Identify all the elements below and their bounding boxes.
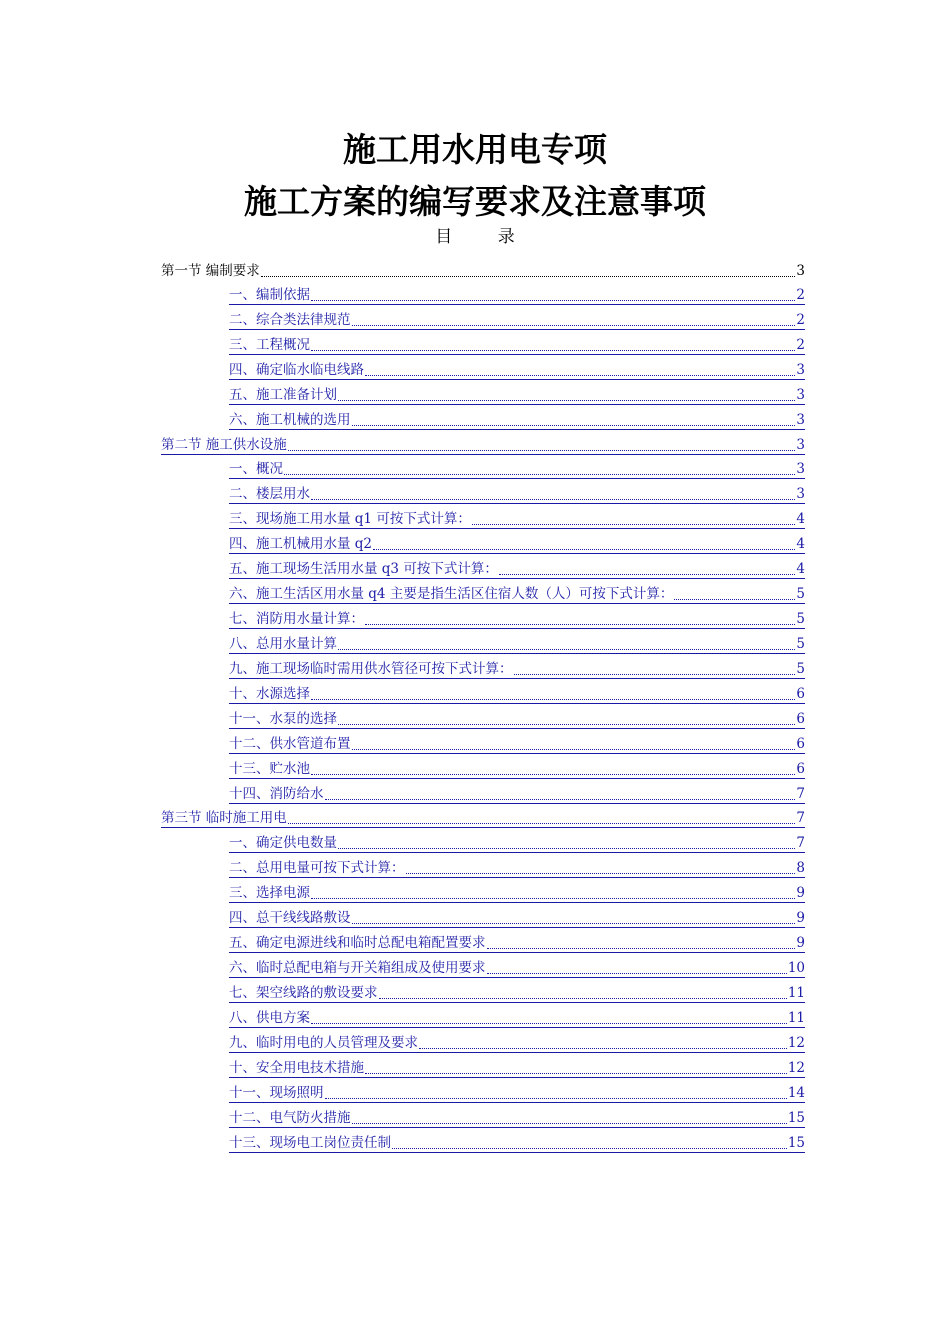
toc-entry-text: 第一节 编制要求 bbox=[161, 263, 260, 279]
toc-entry-text: 七、架空线路的敷设要求 bbox=[229, 984, 378, 1001]
toc-dot-leader bbox=[392, 1134, 787, 1149]
toc-page-number: 4 bbox=[796, 511, 805, 528]
toc-dot-leader bbox=[284, 460, 795, 475]
toc-dot-leader bbox=[352, 909, 796, 924]
toc-dot-leader bbox=[325, 785, 796, 800]
toc-dot-leader bbox=[288, 809, 796, 824]
toc-page-number: 3 bbox=[796, 486, 805, 503]
toc-dot-leader bbox=[288, 436, 796, 451]
toc-entry-text: 五、确定电源进线和临时总配电箱配置要求 bbox=[229, 935, 486, 952]
toc-entry-text: 一、编制依据 bbox=[229, 286, 310, 303]
toc-page-number: 3 bbox=[796, 411, 805, 428]
toc-page-number: 3 bbox=[796, 263, 805, 279]
toc-entry-text: 十二、电气防火措施 bbox=[229, 1109, 351, 1126]
toc-dot-leader bbox=[419, 1034, 787, 1049]
toc-page-number: 6 bbox=[796, 735, 805, 752]
toc-page-number: 9 bbox=[796, 935, 805, 952]
toc-entry-text: 十一、水泵的选择 bbox=[229, 710, 337, 727]
toc-page-number: 15 bbox=[787, 1109, 805, 1126]
toc-dot-leader bbox=[674, 585, 795, 600]
toc-page-number: 5 bbox=[796, 611, 805, 628]
toc-page-number: 15 bbox=[787, 1134, 805, 1151]
toc-dot-leader bbox=[352, 1109, 787, 1124]
toc-subsection-entry[interactable] bbox=[229, 757, 805, 779]
toc-page-number: 9 bbox=[796, 885, 805, 902]
toc-page-number: 2 bbox=[796, 336, 805, 353]
toc-page-number: 11 bbox=[787, 1009, 805, 1026]
toc-subsection-entry[interactable] bbox=[229, 607, 805, 629]
toc-entry-text: 二、楼层用水 bbox=[229, 486, 310, 503]
toc-entry-text: 第二节 施工供水设施 bbox=[161, 436, 287, 453]
toc-page-number: 12 bbox=[787, 1034, 805, 1051]
toc-page-number: 2 bbox=[796, 311, 805, 328]
toc-page-number: 14 bbox=[787, 1084, 805, 1101]
toc-entry-text: 十三、现场电工岗位责任制 bbox=[229, 1134, 391, 1151]
toc-heading: 目 录 bbox=[435, 227, 535, 247]
toc-subsection-entry[interactable] bbox=[229, 1081, 805, 1103]
toc-subsection-entry[interactable] bbox=[229, 981, 805, 1003]
toc-dot-leader bbox=[311, 685, 795, 700]
toc-subsection-entry[interactable] bbox=[229, 856, 805, 878]
toc-entry-text: 十、水源选择 bbox=[229, 685, 310, 702]
toc-dot-leader bbox=[311, 884, 795, 899]
toc-entry-text: 第三节 临时施工用电 bbox=[161, 810, 287, 827]
toc-entry-text: 一、确定供电数量 bbox=[229, 835, 337, 852]
toc-dot-leader bbox=[338, 386, 795, 401]
toc-dot-leader bbox=[311, 760, 795, 775]
toc-entry-text: 五、施工现场生活用水量 q3 可按下式计算： bbox=[229, 561, 498, 578]
toc-dot-leader bbox=[261, 262, 796, 277]
toc-page-number: 5 bbox=[796, 660, 805, 677]
toc-dot-leader bbox=[338, 834, 795, 849]
toc-dot-leader bbox=[352, 411, 796, 426]
toc-entry-text: 五、施工准备计划 bbox=[229, 386, 337, 403]
toc-page-number: 7 bbox=[796, 810, 805, 827]
toc-subsection-entry[interactable] bbox=[229, 707, 805, 729]
toc-page-number: 4 bbox=[796, 536, 805, 553]
toc-dot-leader bbox=[365, 361, 795, 376]
toc-page-number: 7 bbox=[796, 785, 805, 802]
toc-entry-text: 十四、消防给水 bbox=[229, 785, 324, 802]
toc-page-number: 3 bbox=[796, 361, 805, 378]
toc-section-entry[interactable] bbox=[161, 433, 805, 455]
toc-entry-text: 三、现场施工用水量 q1 可按下式计算： bbox=[229, 511, 471, 528]
toc-entry-text: 九、临时用电的人员管理及要求 bbox=[229, 1034, 418, 1051]
toc-dot-leader bbox=[311, 336, 795, 351]
toc-subsection-entry[interactable] bbox=[229, 1131, 805, 1153]
toc-dot-leader bbox=[487, 934, 796, 949]
toc-subsection-entry[interactable] bbox=[229, 582, 805, 604]
toc-page-number: 6 bbox=[796, 760, 805, 777]
toc-subsection-entry[interactable] bbox=[229, 507, 805, 529]
toc-entry-text: 十一、现场照明 bbox=[229, 1084, 324, 1101]
toc-subsection-entry[interactable] bbox=[229, 1031, 805, 1053]
toc-subsection-entry[interactable] bbox=[229, 881, 805, 903]
toc-entry-text: 二、综合类法律规范 bbox=[229, 311, 351, 328]
toc-subsection-entry[interactable] bbox=[229, 782, 805, 804]
toc-subsection-entry[interactable] bbox=[229, 1106, 805, 1128]
toc-dot-leader bbox=[325, 1084, 787, 1099]
toc-dot-leader bbox=[365, 1059, 787, 1074]
toc-subsection-entry[interactable] bbox=[229, 457, 805, 479]
toc-subsection-entry[interactable] bbox=[229, 1056, 805, 1078]
toc-entry-text: 十三、贮水池 bbox=[229, 760, 310, 777]
toc-entry-text: 八、总用水量计算 bbox=[229, 635, 337, 652]
toc-entry-text: 四、施工机械用水量 q2 bbox=[229, 536, 373, 553]
toc-dot-leader bbox=[472, 510, 796, 525]
toc-subsection-entry[interactable] bbox=[229, 1006, 805, 1028]
toc-subsection-entry[interactable] bbox=[229, 333, 805, 355]
toc-dot-leader bbox=[311, 485, 795, 500]
toc-dot-leader bbox=[487, 959, 787, 974]
document-title-line2: 施工方案的编写要求及注意事项 bbox=[244, 182, 706, 221]
toc-subsection-entry[interactable] bbox=[229, 906, 805, 928]
document-title-line1: 施工用水用电专项 bbox=[343, 130, 607, 169]
toc-page-number: 2 bbox=[796, 286, 805, 303]
toc-page-number: 8 bbox=[796, 860, 805, 877]
toc-entry-text: 十、安全用电技术措施 bbox=[229, 1059, 364, 1076]
toc-entry-text: 九、施工现场临时需用供水管径可按下式计算： bbox=[229, 660, 513, 677]
toc-subsection-entry[interactable] bbox=[229, 358, 805, 380]
toc-dot-leader bbox=[379, 984, 787, 999]
toc-section-entry bbox=[161, 258, 805, 280]
toc-page-number: 7 bbox=[796, 835, 805, 852]
toc-subsection-entry[interactable] bbox=[229, 682, 805, 704]
toc-entry-text: 六、施工机械的选用 bbox=[229, 411, 351, 428]
toc-dot-leader bbox=[338, 635, 795, 650]
toc-page-number: 3 bbox=[796, 386, 805, 403]
toc-entry-text: 一、概况 bbox=[229, 461, 283, 478]
toc-page-number: 10 bbox=[787, 960, 805, 977]
toc-entry-text: 七、消防用水量计算： bbox=[229, 611, 364, 628]
toc-page-number: 12 bbox=[787, 1059, 805, 1076]
toc-dot-leader bbox=[514, 660, 796, 675]
toc-entry-text: 八、供电方案 bbox=[229, 1009, 310, 1026]
toc-dot-leader bbox=[352, 735, 796, 750]
toc-subsection-entry[interactable] bbox=[229, 732, 805, 754]
toc-page-number: 5 bbox=[796, 586, 805, 603]
toc-page-number: 9 bbox=[796, 910, 805, 927]
toc-entry-text: 二、总用电量可按下式计算： bbox=[229, 860, 405, 877]
toc-dot-leader bbox=[365, 610, 795, 625]
toc-page-number: 6 bbox=[796, 710, 805, 727]
toc-page-number: 3 bbox=[796, 461, 805, 478]
toc-page-number: 3 bbox=[796, 436, 805, 453]
toc-entry-text: 十二、供水管道布置 bbox=[229, 735, 351, 752]
toc-entry-text: 四、确定临水临电线路 bbox=[229, 361, 364, 378]
toc-subsection-entry[interactable] bbox=[229, 308, 805, 330]
toc-subsection-entry[interactable] bbox=[229, 956, 805, 978]
toc-subsection-entry[interactable] bbox=[229, 482, 805, 504]
toc-page-number: 4 bbox=[796, 561, 805, 578]
toc-dot-leader bbox=[311, 286, 795, 301]
toc-subsection-entry[interactable] bbox=[229, 831, 805, 853]
toc-subsection-entry[interactable] bbox=[229, 657, 805, 679]
toc-dot-leader bbox=[499, 560, 796, 575]
toc-subsection-entry[interactable] bbox=[229, 557, 805, 579]
toc-subsection-entry[interactable] bbox=[229, 383, 805, 405]
toc-section-entry[interactable] bbox=[161, 806, 805, 828]
toc-dot-leader bbox=[311, 1009, 787, 1024]
toc-dot-leader bbox=[373, 535, 795, 550]
toc-subsection-entry[interactable] bbox=[229, 408, 805, 430]
toc-page-number: 5 bbox=[796, 635, 805, 652]
toc-entry-text: 三、工程概况 bbox=[229, 336, 310, 353]
toc-dot-leader bbox=[406, 859, 796, 874]
toc-entry-text: 三、选择电源 bbox=[229, 885, 310, 902]
toc-subsection-entry[interactable] bbox=[229, 283, 805, 305]
toc-page-number: 6 bbox=[796, 685, 805, 702]
toc-subsection-entry[interactable] bbox=[229, 931, 805, 953]
toc-entry-text: 六、施工生活区用水量 q4 主要是指生活区住宿人数（人）可按下式计算： bbox=[229, 586, 674, 603]
toc-dot-leader bbox=[338, 710, 795, 725]
toc-entry-text: 六、临时总配电箱与开关箱组成及使用要求 bbox=[229, 960, 486, 977]
toc-subsection-entry[interactable] bbox=[229, 632, 805, 654]
toc-entry-text: 四、总干线线路敷设 bbox=[229, 910, 351, 927]
toc-page-number: 11 bbox=[787, 984, 805, 1001]
toc-subsection-entry[interactable] bbox=[229, 532, 805, 554]
toc-dot-leader bbox=[352, 311, 796, 326]
